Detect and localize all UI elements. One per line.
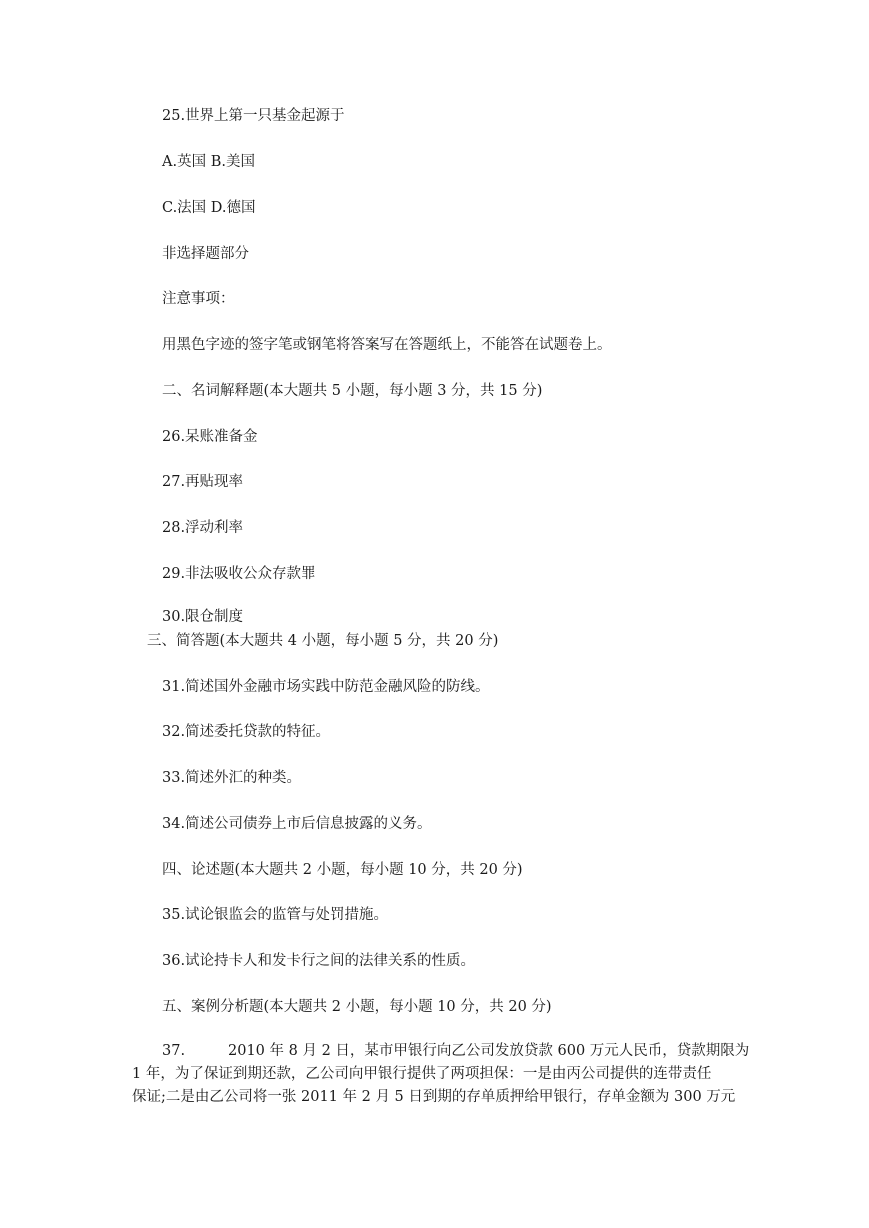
question-28: 28.浮动利率 [162,520,244,536]
question-37-line-3: 保证;二是由乙公司将一张 2011 年 2 月 5 日到期的存单质押给甲银行，存单金额为 300 万元 [132,1089,736,1105]
question-37-line-1: 2010 年 8 月 2 日，某市甲银行向乙公司发放贷款 600 万元人民币，贷款期限为 [228,1043,750,1059]
question-25-options-ab: A.英国 B.美国 [162,154,255,170]
question-29: 29.非法吸收公众存款罪 [162,566,316,582]
question-25-stem: 25.世界上第一只基金起源于 [162,108,345,124]
question-36: 36.试论持卡人和发卡行之间的法律关系的性质。 [162,953,476,969]
question-35: 35.试论银监会的监管与处罚措施。 [162,907,389,923]
question-37-line-2: 1 年，为了保证到期还款，乙公司向甲银行提供了两项担保：一是由丙公司提供的连带责任 [132,1066,712,1082]
notes-text: 用黑色字迹的签字笔或钢笔将答案写在答题纸上，不能答在试题卷上。 [162,337,612,353]
question-33: 33.简述外汇的种类。 [162,770,302,786]
question-26: 26.呆账准备金 [162,429,258,445]
question-31: 31.简述国外金融市场实践中防范金融风险的防线。 [162,679,490,695]
question-30: 30.限仓制度 [162,609,244,625]
section-3-heading: 三、简答题(本大题共 4 小题，每小题 5 分，共 20 分) [147,633,499,649]
question-25-options-cd: C.法国 D.德国 [162,200,256,216]
section-2-heading: 二、名词解释题(本大题共 5 小题，每小题 3 分，共 15 分) [162,383,543,399]
part-title: 非选择题部分 [162,246,249,262]
question-27: 27.再贴现率 [162,474,244,490]
section-4-heading: 四、论述题(本大题共 2 小题，每小题 10 分，共 20 分) [162,862,523,878]
notes-heading: 注意事项： [162,291,235,307]
question-34: 34.简述公司债券上市后信息披露的义务。 [162,816,432,832]
question-37-number: 37. [162,1043,186,1059]
question-32: 32.简述委托贷款的特征。 [162,724,331,740]
section-5-heading: 五、案例分析题(本大题共 2 小题，每小题 10 分，共 20 分) [162,999,552,1015]
